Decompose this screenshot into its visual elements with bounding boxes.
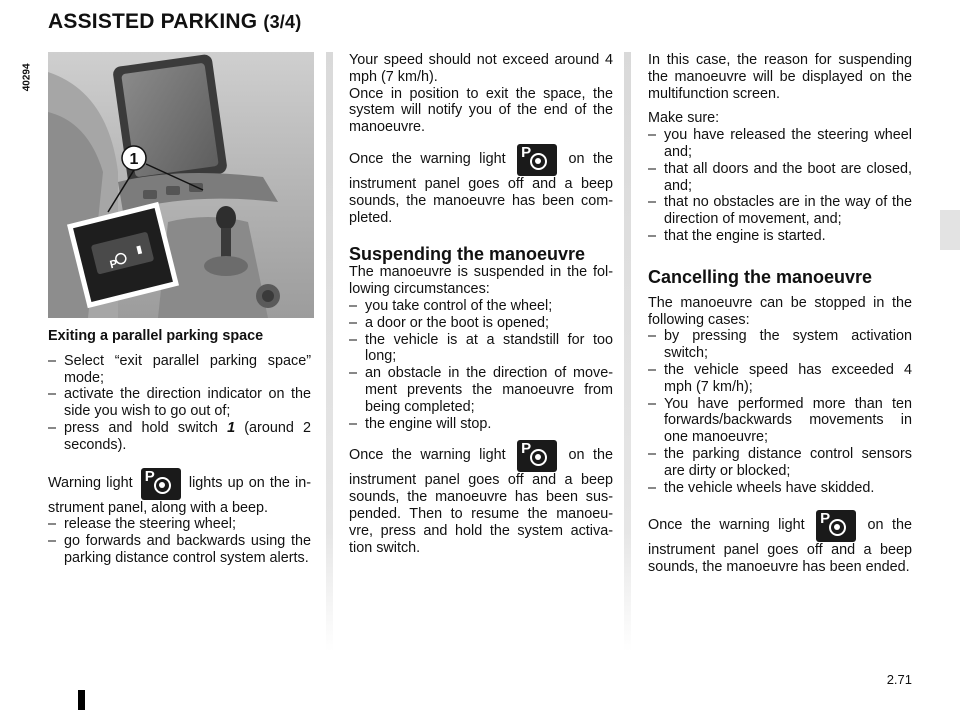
list-item: – the vehicle wheels have skidded. [648, 480, 912, 497]
paragraph: The manoeuvre is suspended in the fol-lowing circumstances: [349, 264, 613, 298]
list-item: – a door or the boot is opened; [349, 315, 613, 332]
paragraph: Once the warning light P on the instrument panel goes off and a beep sounds, the manoeuvre has been com-pleted. [349, 143, 614, 226]
list-item: – by pressing the system activation switch; [648, 328, 912, 362]
list-item: – the engine will stop. [349, 416, 613, 433]
dashboard-photo [48, 52, 314, 318]
corner-mark [78, 690, 85, 710]
list-item: – that all doors and the boot are closed, and; [648, 161, 912, 195]
paragraph: Your speed should not exceed around 4 mph (7 km/h). [349, 52, 613, 85]
exit-steps-list [48, 353, 311, 454]
list-item: – the vehicle speed has exceeded 4 mph (7 km/h); [648, 362, 912, 396]
column-3 [648, 52, 912, 584]
svg-text:P: P [108, 257, 119, 272]
follow-steps-list [48, 516, 311, 566]
section-heading-exiting: Exiting a parallel parking space [48, 328, 264, 344]
parking-warning-icon: P [816, 510, 856, 542]
list-item: – you have released the steering wheel and; [648, 127, 912, 161]
list-item: – release the steering wheel; [48, 516, 311, 533]
section-heading-suspending: Suspending the manoeuvre [349, 244, 586, 265]
column-divider-right [624, 52, 631, 652]
warning-paragraph: Warning light P lights up on the in-strument panel, along with a beep. [48, 467, 312, 516]
column-2 [349, 52, 613, 564]
list-item: – go forwards and backwards using the parking distance control system alerts. [48, 533, 311, 567]
paragraph: In this case, the reason for suspending the manoeuvre will be displayed on the multifunction screen. [648, 52, 912, 102]
suspend-reasons-list [349, 298, 613, 432]
page-title-suffix: (3/4) [263, 12, 302, 32]
paragraph: Once the warning light P on the instrument panel goes off and a beep sounds, the manoeuvre has been sus-pended. Then to resume the manoeu-vre, press and hold the system activa-tion switch. [349, 440, 614, 556]
column-divider-left [326, 52, 333, 652]
paragraph: Make sure: [648, 110, 720, 127]
column-1 [48, 322, 311, 575]
list-item: – Select “exit parallel parking space” mode; [48, 353, 311, 387]
list-item: – You have performed more than ten forwards/backwards movements in one manoeuvre; [648, 396, 912, 446]
paragraph: Once in position to exit the space, the system will notify you of the end of the manoeuvre. [349, 85, 613, 136]
paragraph: Once the warning light P on the instrument panel goes off and a beep sounds, the manoeuvre has been ended. [648, 510, 913, 576]
list-item: – press and hold switch 1 (around 2 seconds). [48, 420, 311, 454]
figure-code: 40294 [21, 63, 33, 92]
section-heading-cancelling: Cancelling the manoeuvre [648, 266, 873, 287]
page-title: ASSISTED PARKING (3/4) [48, 10, 302, 33]
callout-1: 1 [129, 151, 139, 168]
switch-number: 1 [227, 419, 236, 436]
make-sure-list [648, 127, 912, 245]
list-item: – that the engine is started. [648, 228, 912, 245]
cancel-reasons-list [648, 328, 912, 496]
list-item: – that no obstacles are in the way of the direction of movement, and; [648, 194, 912, 228]
paragraph: The manoeuvre can be stopped in the following cases: [648, 294, 912, 328]
parking-warning-icon: P [517, 144, 557, 176]
page-number: 2.71 [886, 672, 912, 687]
parking-warning-icon: P [141, 468, 181, 500]
chapter-tab [940, 210, 960, 250]
list-item: – an obstacle in the direction of move-ment prevents the manoeuvre from being completed; [349, 365, 613, 415]
list-item: – the parking distance control sensors are dirty or blocked; [648, 446, 912, 480]
parking-warning-icon: P [517, 440, 557, 472]
list-item: – you take control of the wheel; [349, 298, 613, 315]
list-item: – activate the direction indicator on the side you wish to go out of; [48, 386, 311, 420]
list-item: – the vehicle is at a standstill for too long; [349, 332, 613, 366]
dashboard-illustration [48, 52, 314, 318]
